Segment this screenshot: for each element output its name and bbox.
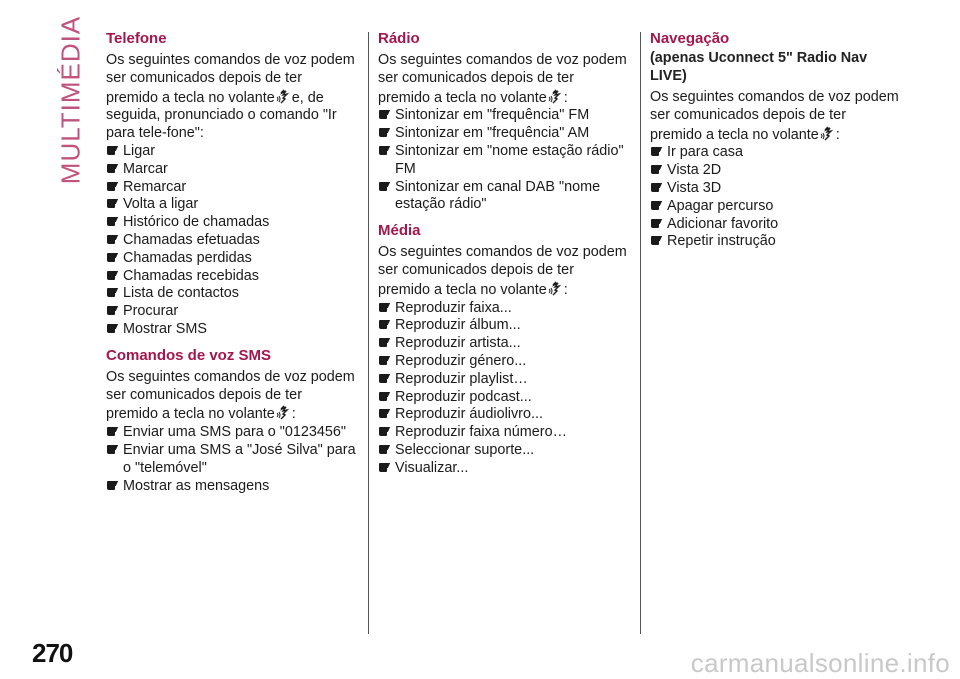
list-item: Enviar uma SMS a "José Silva" para o "telemóvel" — [106, 442, 356, 478]
list-item: Remarcar — [106, 179, 356, 197]
section-intro: Os seguintes comandos de voz podem ser comunicados depois de ter premido a tecla no volante : — [650, 89, 899, 143]
list-item: Ir para casa — [650, 144, 900, 162]
list-item: Repetir instrução — [650, 233, 900, 251]
list-item: Reproduzir playlist… — [378, 371, 628, 389]
list-item: Reproduzir faixa número… — [378, 424, 628, 442]
column-divider — [368, 32, 369, 634]
section-title: Navegação — [650, 30, 730, 47]
list-item: Chamadas perdidas — [106, 250, 356, 268]
list-item: Reproduzir faixa... — [378, 300, 628, 318]
list-item: Sintonizar em "nome estação rádio" FM — [378, 143, 628, 179]
page-number: 270 — [32, 638, 73, 668]
section-subtitle: (apenas Uconnect 5" Radio Nav LIVE) — [650, 50, 868, 84]
list-item: Reproduzir género... — [378, 353, 628, 371]
list-item: Lista de contactos — [106, 285, 356, 303]
column-3 — [650, 30, 900, 259]
list-item: Vista 3D — [650, 180, 900, 198]
list-item: Seleccionar suporte... — [378, 442, 628, 460]
list-item: Sintonizar em canal DAB "nome estação rádio" — [378, 179, 628, 215]
section-intro: Os seguintes comandos de voz podem ser comunicados depois de ter premido a tecla no volante : — [378, 52, 627, 106]
section-title: Rádio — [378, 30, 420, 47]
list-item: Reproduzir artista... — [378, 335, 628, 353]
list-item: Enviar uma SMS para o "0123456" — [106, 424, 356, 442]
voice-command-icon — [548, 280, 562, 296]
section-title: Comandos de voz SMS — [106, 346, 272, 364]
section-title: Telefone — [106, 30, 167, 47]
list-item: Adicionar favorito — [650, 216, 900, 234]
list-item: Histórico de chamadas — [106, 214, 356, 232]
section-intro: Os seguintes comandos de voz podem ser comunicados depois de ter premido a tecla no volante : — [378, 244, 627, 298]
command-list — [378, 107, 628, 214]
section-title: Média — [378, 222, 421, 240]
voice-command-icon — [548, 88, 562, 104]
command-list — [650, 144, 900, 251]
section-media — [378, 222, 628, 477]
section-radio — [378, 30, 628, 214]
section-side-tab-label: MULTIMÉDIA — [55, 15, 86, 185]
watermark: carmanualsonline.info — [690, 648, 950, 678]
section-telefone — [106, 30, 356, 339]
voice-command-icon — [820, 125, 834, 141]
command-list — [106, 424, 356, 495]
section-sms — [106, 347, 356, 496]
list-item: Chamadas recebidas — [106, 268, 356, 286]
list-item: Reproduzir podcast... — [378, 389, 628, 407]
list-item: Visualizar... — [378, 460, 628, 478]
voice-command-icon — [276, 88, 290, 104]
column-divider — [640, 32, 641, 634]
list-item: Mostrar SMS — [106, 321, 356, 339]
list-item: Mostrar as mensagens — [106, 478, 356, 496]
voice-command-icon — [276, 404, 290, 420]
list-item: Ligar — [106, 143, 356, 161]
list-item: Procurar — [106, 303, 356, 321]
list-item: Chamadas efetuadas — [106, 232, 356, 250]
section-side-tab — [54, 15, 88, 185]
column-2 — [378, 30, 628, 486]
command-list — [106, 143, 356, 339]
section-intro: Os seguintes comandos de voz podem ser comunicados depois de ter premido a tecla no volante : — [106, 368, 355, 423]
list-item: Reproduzir álbum... — [378, 317, 628, 335]
list-item: Sintonizar em "frequência" FM — [378, 107, 628, 125]
section-intro: Os seguintes comandos de voz podem ser comunicados depois de ter premido a tecla no volante e, de seguida, pronunciado o comando "Ir para tele-fone": — [106, 52, 355, 142]
list-item: Apagar percurso — [650, 198, 900, 216]
list-item: Sintonizar em "frequência" AM — [378, 125, 628, 143]
list-item: Reproduzir áudiolivro... — [378, 406, 628, 424]
list-item: Vista 2D — [650, 162, 900, 180]
list-item: Volta a ligar — [106, 196, 356, 214]
column-1 — [106, 30, 356, 503]
section-navegacao — [650, 30, 900, 251]
command-list — [378, 300, 628, 478]
list-item: Marcar — [106, 161, 356, 179]
